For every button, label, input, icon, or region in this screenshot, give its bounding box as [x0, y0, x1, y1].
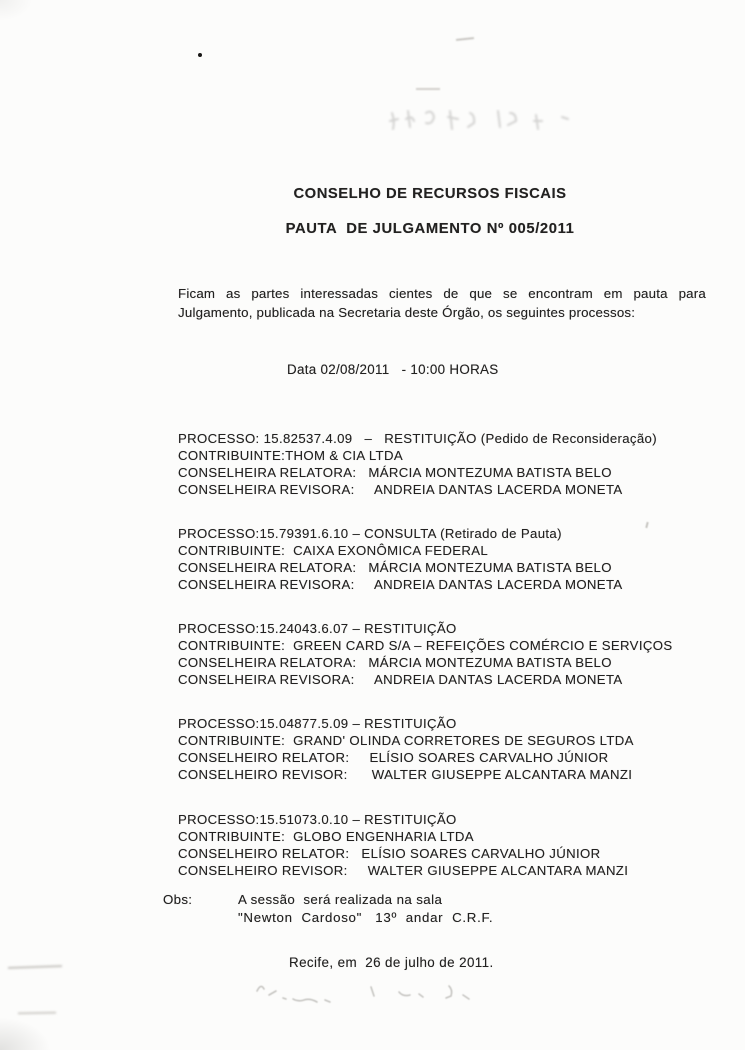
obs-label: Obs:: [163, 892, 193, 907]
intro-line-1: Ficam as partes interessadas cientes de que se encontram em pauta para: [178, 286, 706, 301]
contribuinte-line: CONTRIBUINTE: GLOBO ENGENHARIA LTDA: [178, 829, 474, 844]
process-number-line: PROCESSO:15.04877.5.09 – RESTITUIÇÃO: [178, 716, 457, 731]
process-number-line: PROCESSO:15.51073.0.10 – RESTITUIÇÃO: [178, 812, 457, 827]
revisor-line: CONSELHEIRO REVISOR: WALTER GIUSEPPE ALCANTARA MANZI: [178, 863, 629, 878]
contribuinte-line: CONTRIBUINTE: GRAND' OLINDA CORRETORES DE SEGUROS LTDA: [178, 733, 634, 748]
faded-stamp-marks: [386, 101, 576, 139]
scan-mark-artifact: [456, 37, 474, 41]
scan-mark-artifact: [8, 965, 62, 969]
revisor-line: CONSELHEIRA REVISORA: ANDREIA DANTAS LACERDA MONETA: [178, 672, 623, 687]
revisor-line: CONSELHEIRA REVISORA: ANDREIA DANTAS LACERDA MONETA: [178, 577, 623, 592]
process-number-line: PROCESSO:15.24043.6.07 – RESTITUIÇÃO: [178, 621, 457, 636]
document-title: CONSELHO DE RECURSOS FISCAIS: [293, 186, 567, 202]
contribuinte-line: CONTRIBUINTE: GREEN CARD S/A – REFEIÇÕES COMÉRCIO E SERVIÇOS: [178, 638, 673, 653]
contribuinte-line: CONTRIBUINTE:THOM & CIA LTDA: [178, 448, 403, 463]
intro-paragraph: [178, 284, 706, 322]
document-subtitle: PAUTA DE JULGAMENTO Nº 005/2011: [285, 221, 575, 237]
relator-line: CONSELHEIRA RELATORA: MÁRCIA MONTEZUMA BATISTA BELO: [178, 655, 612, 670]
relator-line: CONSELHEIRA RELATORA: MÁRCIA MONTEZUMA BATISTA BELO: [178, 465, 612, 480]
obs-line-1: A sessão será realizada na sala: [238, 892, 443, 907]
scan-mark-artifact: [645, 522, 648, 528]
scan-mark-artifact: [18, 1012, 56, 1015]
relator-line: CONSELHEIRA RELATORA: MÁRCIA MONTEZUMA BATISTA BELO: [178, 560, 612, 575]
process-entry-5: [178, 811, 628, 879]
ink-dot-artifact: [198, 53, 202, 57]
process-entry-1: [178, 430, 657, 498]
signature-scribble: [253, 979, 483, 1009]
process-entry-3: [178, 620, 672, 688]
scan-mark-artifact: [416, 88, 440, 90]
footer-dateline: Recife, em 26 de julho de 2011.: [289, 955, 494, 970]
process-number-line: PROCESSO: 15.82537.4.09 – RESTITUIÇÃO (Pedido de Reconsideração): [178, 431, 657, 446]
obs-line-2: "Newton Cardoso" 13º andar C.R.F.: [238, 910, 494, 925]
process-number-line: PROCESSO:15.79391.6.10 – CONSULTA (Retirado de Pauta): [178, 526, 562, 541]
session-datetime: Data 02/08/2011 - 10:00 HORAS: [287, 362, 499, 377]
revisor-line: CONSELHEIRO REVISOR: WALTER GIUSEPPE ALCANTARA MANZI: [178, 767, 633, 782]
contribuinte-line: CONTRIBUINTE: CAIXA EXONÔMICA FEDERAL: [178, 543, 489, 558]
revisor-line: CONSELHEIRA REVISORA: ANDREIA DANTAS LACERDA MONETA: [178, 482, 623, 497]
intro-line-2: Julgamento, publicada na Secretaria deste Órgão, os seguintes processos:: [178, 305, 636, 320]
relator-line: CONSELHEIRO RELATOR: ELÍSIO SOARES CARVALHO JÚNIOR: [178, 846, 601, 861]
relator-line: CONSELHEIRO RELATOR: ELÍSIO SOARES CARVALHO JÚNIOR: [178, 750, 609, 765]
process-entry-2: [178, 525, 623, 593]
process-entry-4: [178, 715, 634, 783]
